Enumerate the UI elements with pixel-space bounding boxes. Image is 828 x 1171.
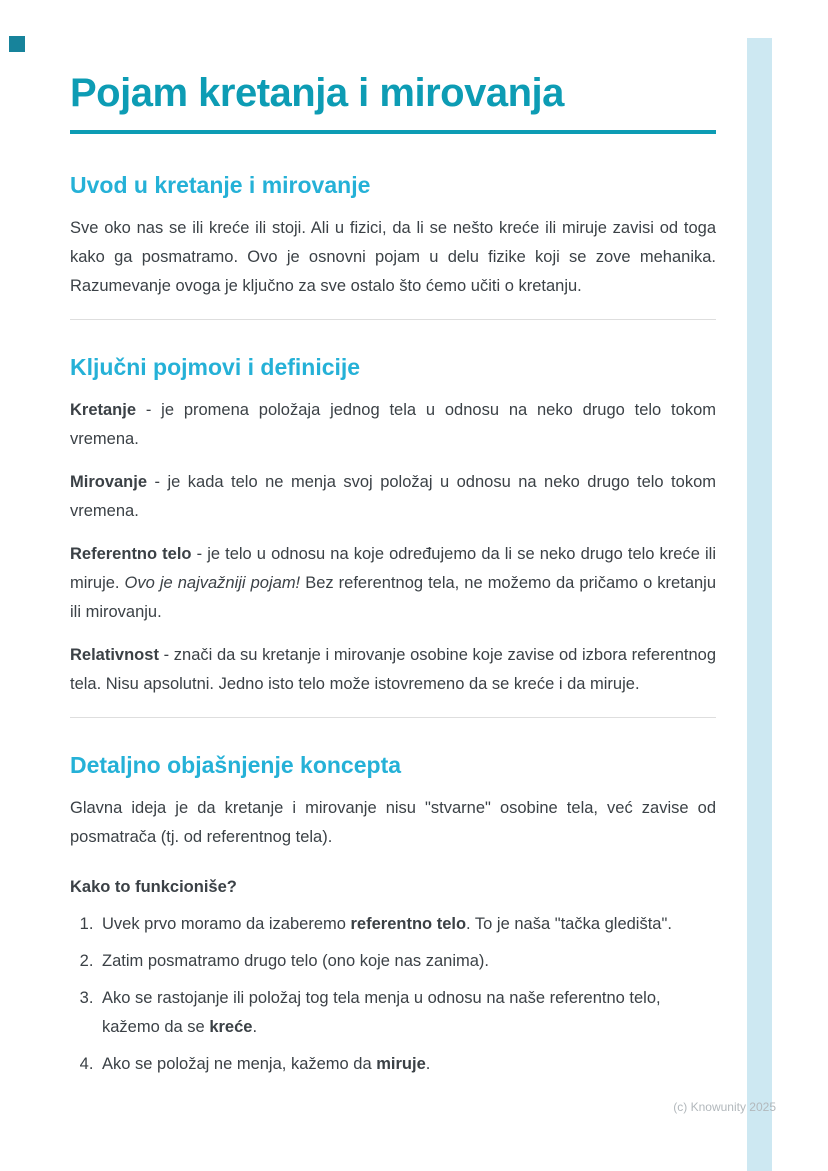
definition-text: - je promena položaja jednog tela u odnosu na neko drugo telo tokom vremena. — [70, 401, 716, 448]
steps-list — [70, 910, 716, 1079]
title-underline-rule — [70, 130, 716, 134]
step-text: . — [252, 1018, 258, 1036]
section-heading-objasnjenje: Detaljno objašnjenje koncepta — [70, 752, 402, 778]
paragraph-uvod: Sve oko nas se ili kreće ili stoji. Ali u fizici, da li se nešto kreće ili miruje zavisi od toga kako ga posmatramo. Ovo je osnovni pojam u delu fizike koji se zove mehanika. Razumevanje ovoga je ključno za sve ostalo što ćemo učiti o kretanju. — [70, 219, 716, 295]
definition-term: Kretanje — [70, 401, 137, 419]
definition-referentno-telo — [70, 540, 716, 627]
step-text: Uvek prvo moramo da izaberemo — [102, 915, 351, 933]
definition-kretanje — [70, 396, 716, 454]
step-item-2 — [98, 947, 716, 976]
definition-text: Bez referentnog tela, ne možemo da pričamo o kretanju ili mirovanju. — [70, 574, 717, 621]
page-title: Pojam kretanja i mirovanja — [70, 71, 564, 115]
step-text: . — [425, 1055, 431, 1073]
step-text: Ako se rastojanje ili položaj tog tela menja u odnosu na naše referentno telo, kažemo da se — [102, 989, 661, 1036]
section-divider — [70, 319, 716, 320]
section-objasnjenje — [70, 752, 716, 1079]
step-item-3 — [98, 984, 716, 1042]
step-item-4 — [98, 1050, 716, 1079]
paragraph-objasnjenje: Glavna ideja je da kretanje i mirovanje nisu "stvarne" osobine tela, već zavise od posmatrača (tj. od referentnog tela). — [70, 799, 716, 846]
definition-term: Mirovanje — [70, 473, 148, 491]
step-bold-text: referentno telo — [350, 915, 467, 933]
step-item-1 — [98, 910, 716, 939]
section-heading-uvod: Uvod u kretanje i mirovanje — [70, 172, 371, 198]
definition-emphasis: Ovo je najvažniji pojam! — [124, 574, 301, 592]
definition-mirovanje — [70, 468, 716, 526]
step-text: . To je naša "tačka gledišta". — [466, 915, 672, 933]
step-bold-text: miruje — [376, 1055, 426, 1073]
section-uvod — [70, 172, 716, 301]
definition-text: - znači da su kretanje i mirovanje osobine koje zavise od izbora referentnog tela. Nisu apsolutni. Jedno isto telo može istovremeno da se kreće i da miruje. — [70, 646, 716, 693]
step-text: Zatim posmatramo drugo telo (ono koje nas zanima). — [102, 952, 490, 970]
section-definicije — [70, 354, 716, 699]
definition-term: Referentno telo — [70, 545, 192, 563]
definition-term: Relativnost — [70, 646, 159, 664]
section-divider — [70, 717, 716, 718]
section-heading-definicije: Ključni pojmovi i definicije — [70, 354, 361, 380]
copyright-notice: (c) Knowunity 2025 — [673, 1100, 776, 1114]
definition-text: - je telo u odnosu na koje određujemo da li se neko drugo telo kreće ili miruje. — [70, 545, 716, 592]
step-text: Ako se položaj ne menja, kažemo da — [102, 1055, 377, 1073]
definition-text: - je kada telo ne menja svoj položaj u odnosu na neko drugo telo tokom vremena. — [70, 473, 716, 520]
definition-relativnost — [70, 641, 716, 699]
subheading-kako-funkcionise: Kako to funkcioniše? — [70, 878, 237, 896]
step-bold-text: kreće — [209, 1018, 253, 1036]
